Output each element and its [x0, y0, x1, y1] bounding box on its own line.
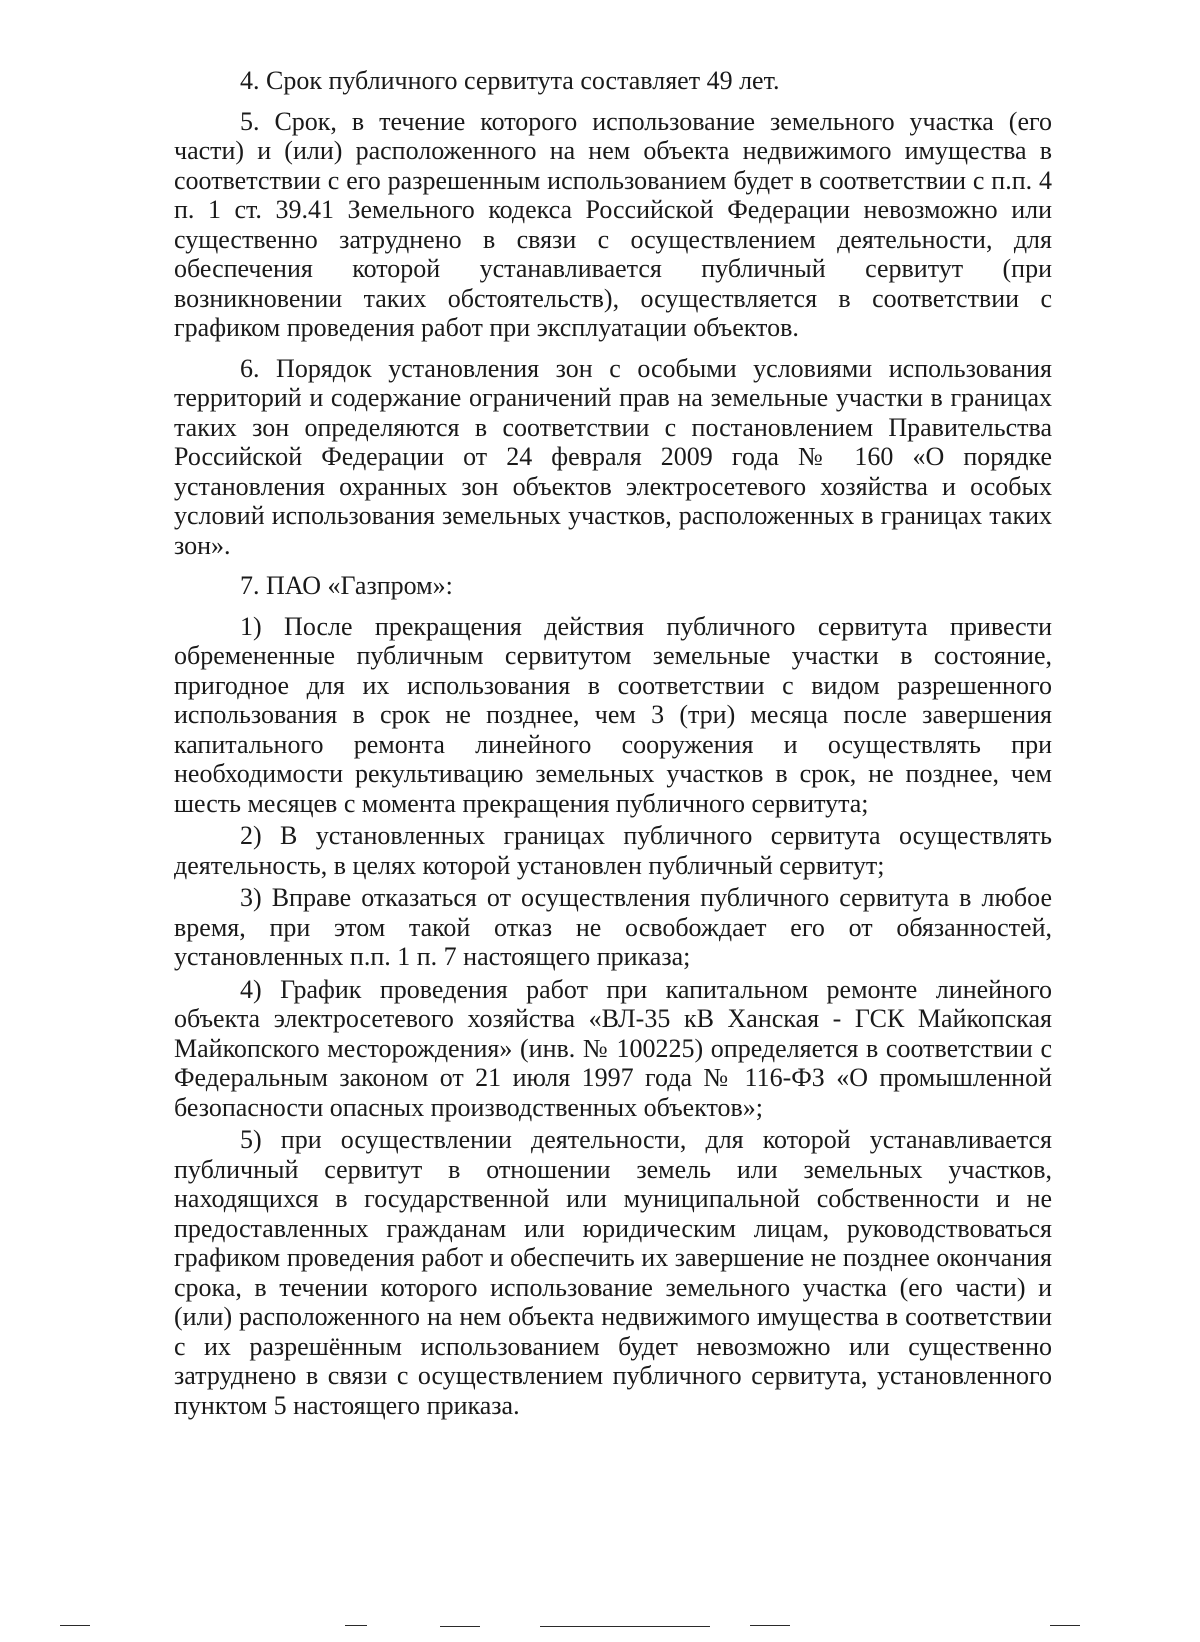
- scan-artifact: [440, 1626, 480, 1627]
- paragraph-obligation-2: 2) В установленных границах публичного сервитута осуществлять деятельность, в целях которой установлен публичный сервитут;: [174, 821, 1052, 880]
- paragraph-term: 4. Срок публичного сервитута составляет 49 лет.: [240, 66, 780, 95]
- scan-artifact: [1050, 1625, 1080, 1626]
- scan-artifact: [60, 1625, 90, 1626]
- paragraph-obligation-4: 4) График проведения работ при капитальном ремонте линейного объекта электросетевого хозяйства «ВЛ-35 кВ Ханская - ГСК Майкопская Майкопского месторождения» (инв. № 100225) определяется в соответствии с Федеральным законом от 21 июля 1997 года № 116-ФЗ «О промышленной безопасности опасных производственных объектов»;: [174, 974, 1052, 1122]
- paragraph-obligation-1: 1) После прекращения действия публичного сервитута привести обремененные публичным сервитутом земельные участки в состояние, пригодное для их использования в соответствии с видом разрешенного использования в срок не позднее, чем 3 (три) месяца после завершения капитального ремонта линейного сооружения и осуществлять при необходимости рекультивацию земельных участков в срок, не позднее, чем шесть месяцев с момента прекращения публичного сервитута;: [174, 611, 1052, 818]
- paragraph-obligation-3: 3) Вправе отказаться от осуществления публичного сервитута в любое время, при этом такой отказ не освобождает его от обязанностей, установленных п.п. 1 п. 7 настоящего приказа;: [174, 883, 1052, 971]
- scan-artifact: [345, 1625, 367, 1626]
- paragraph-obligations-heading: 7. ПАО «Газпром»:: [240, 571, 453, 600]
- paragraph-special-zones: 6. Порядок установления зон с особыми условиями использования территорий и содержание ограничений прав на земельные участки в границах таких зон определяются в соответствии с постановлением Правительства Российской Федерации от 24 февраля 2009 года № 160 «О порядке установления охранных зон объектов электросетевого хозяйства и особых условий использования земельных участков, расположенных в границах таких зон».: [174, 353, 1052, 560]
- document-body: [174, 66, 1052, 1420]
- scan-artifact: [750, 1625, 790, 1626]
- paragraph-restriction-period: 5. Срок, в течение которого использование земельного участка (его части) и (или) расположенного на нем объекта недвижимого имущества в соответствии с его разрешенным использованием будет в соответствии с п.п. 4 п. 1 ст. 39.41 Земельного кодекса Российской Федерации невозможно или существенно затруднено в связи с осуществлением деятельности, для обеспечения которой устанавливается публичный сервитут (при возникновении таких обстоятельств), осуществляется в соответствии с графиком проведения работ при эксплуатации объектов.: [174, 106, 1052, 342]
- scan-artifact: [540, 1626, 710, 1627]
- paragraph-obligation-5: 5) при осуществлении деятельности, для которой устанавливается публичный сервитут в отношении земель или земельных участков, находящихся в государственной или муниципальной собственности и не предоставленных гражданам или юридическим лицам, руководствоваться графиком проведения работ и обеспечить их завершение не позднее окончания срока, в течении которого использование земельного участка (его части) и (или) расположенного на нем объекта недвижимого имущества в соответствии с их разрешённым использованием будет невозможно или существенно затруднено в связи с осуществлением публичного сервитута, установленного пунктом 5 настоящего приказа.: [174, 1125, 1052, 1420]
